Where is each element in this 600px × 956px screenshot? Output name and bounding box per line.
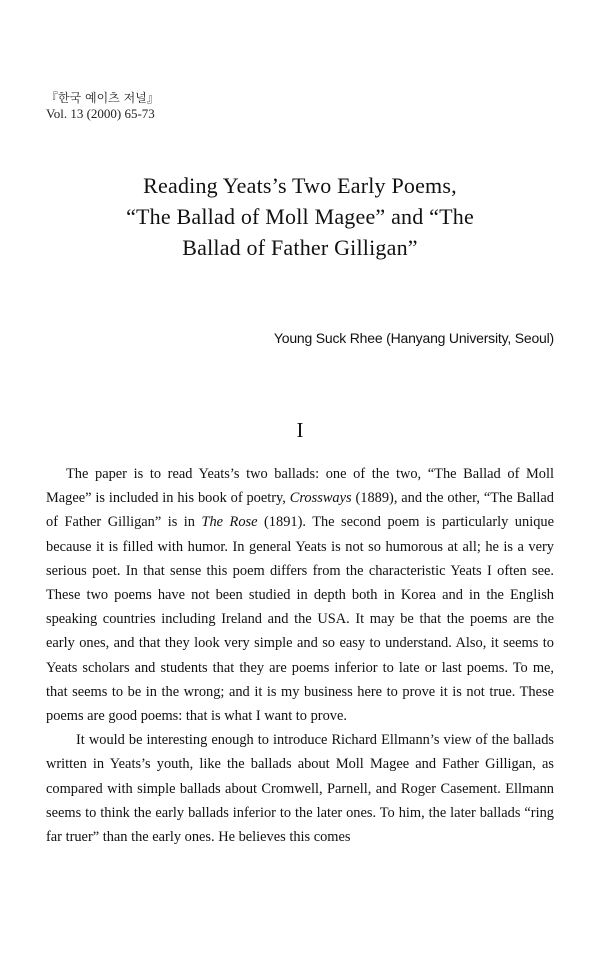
paragraph-1-text-a: The paper is to read Yeats’s two ballads: one of the two, “The Ballad of Moll Magee” is included in his book of poetry,	[46, 466, 554, 507]
author-affiliation: Young Suck Rhee (Hanyang University, Seoul)	[273, 330, 554, 346]
title-line-1: Reading Yeats’s Two Early Poems,	[143, 173, 457, 198]
book-title-crossways: Crossways	[289, 490, 352, 507]
paragraph-1	[46, 462, 554, 728]
title-line-3: Ballad of Father Gilligan”	[182, 235, 418, 260]
paragraph-2: It would be interesting enough to introduce Richard Ellmann’s view of the ballads written in Yeats’s youth, like the ballads about Moll Magee and Father Gilligan, as compared with simple ballads about Cromwell, Parnell, and Roger Casement. Ellmann seems to think the early ballads inferior to the later ones. To him, the later ballads “ring far truer” than the early ones. He believes this comes	[46, 732, 554, 846]
journal-name: 『한국 예이츠 저널』	[46, 91, 159, 105]
body-text	[46, 462, 554, 849]
journal-volume: Vol. 13 (2000) 65-73	[46, 106, 155, 121]
book-title-the-rose: The Rose	[201, 514, 258, 531]
paragraph-1-text-c: (1891). The second poem is particularly unique because it is filled with humor. In general Yeats is not so humorous at all; he is a very serious poet. In that sense this poem differs from the characteristic Yeats I often see. These two poems have not been studied in depth both in Korea and in the English speaking countries including Ireland and the USA. It may be that the poems are the early ones, and that they look very simple and so easy to understand. Also, it seems to Yeats scholars and students that they are poems inferior to late or last poems. To me, that seems to be in the wrong; and it is my business here to prove it is not true. These poems are good poems: that is what I want to prove.	[46, 514, 554, 725]
paper-title	[40, 170, 560, 263]
title-line-2: “The Ballad of Moll Magee” and “The	[126, 204, 474, 229]
section-heading: I	[296, 418, 304, 442]
journal-header	[46, 90, 159, 122]
paragraph-1-text-b: (1889), and the other, “The Ballad of Father Gilligan” is in	[46, 490, 555, 531]
